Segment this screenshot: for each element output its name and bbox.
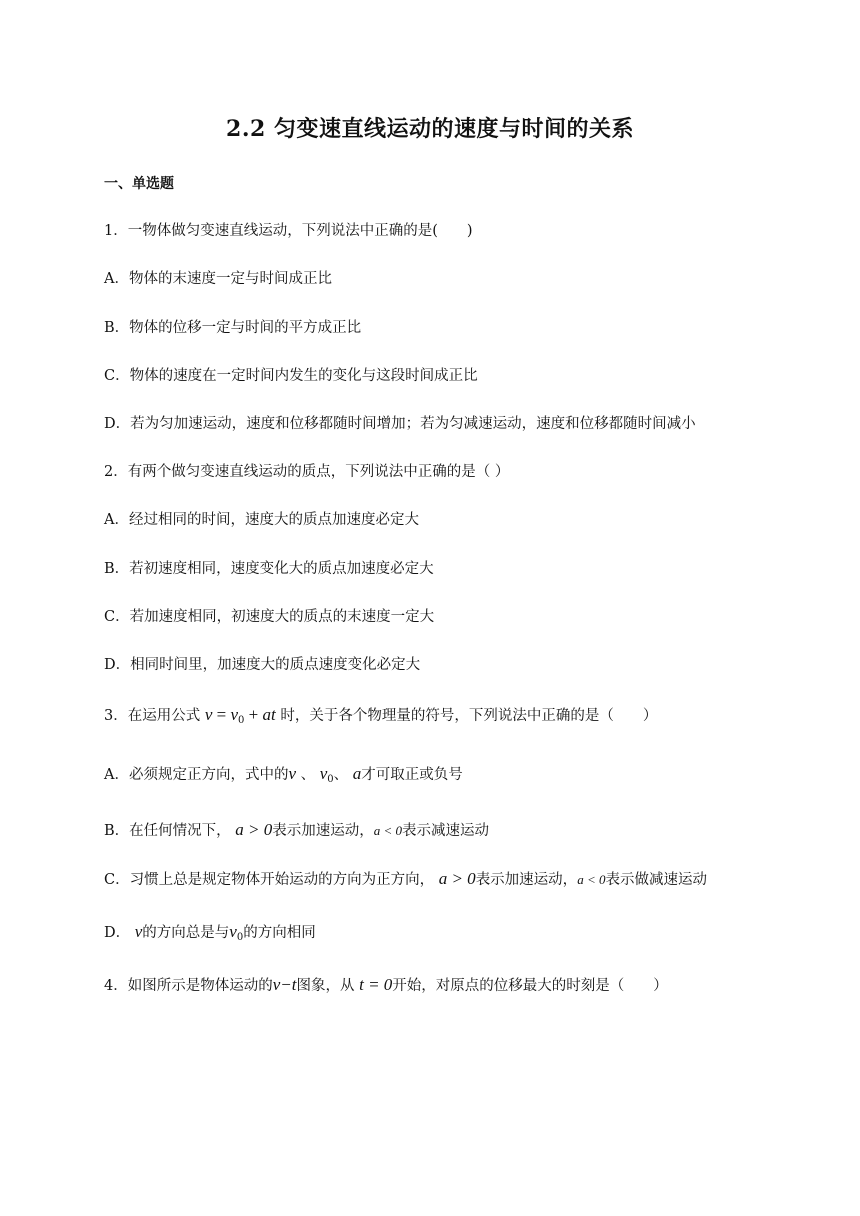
document-title: 2.2 匀变速直线运动的速度与时间的关系 [226, 116, 634, 142]
question-1-stem: 1．一物体做匀变速直线运动，下列说法中正确的是( ) [104, 223, 473, 239]
math-a-gt-0: a > 0 [438, 869, 476, 888]
question-4-stem: 4．如图所示是物体运动的v−t图象，从 t = 0开始，对原点的位移最大的时刻是（ ） [104, 975, 668, 994]
math-t-eq-0: t = 0 [359, 975, 393, 994]
question-3-stem-suffix: 时，关于各个物理量的符号，下列说法中正确的是（ ） [280, 708, 658, 724]
question-2-option-b: B．若初速度相同，速度变化大的质点加速度必定大 [104, 561, 434, 577]
math-v0: v [229, 922, 237, 941]
math-a: a [352, 764, 362, 783]
math-a-gt-0: a > 0 [235, 820, 273, 839]
question-1-option-a: A．物体的末速度一定与时间成正比 [104, 271, 332, 287]
section-heading: 一、单选题 [104, 176, 174, 192]
question-1-option-c: C．物体的速度在一定时间内发生的变化与这段时间成正比 [104, 368, 478, 384]
question-3-option-a: A．必须规定正方向，式中的v 、 $v_0$、 a才可取正或负号 [104, 764, 463, 785]
question-2-option-c: C．若加速度相同，初速度大的质点的末速度一定大 [104, 609, 435, 625]
question-1-option-d: D．若为匀加速运动，速度和位移都随时间增加；若为匀减速运动，速度和位移都随时间减小 [104, 416, 696, 432]
question-3-option-c: C．习惯上总是规定物体开始运动的方向为正方向， a > 0表示加速运动，a < 0表示做减速运动 [104, 869, 707, 888]
question-3-stem [104, 704, 657, 726]
question-2-option-d: D．相同时间里，加速度大的质点速度变化必定大 [104, 657, 421, 673]
math-a-lt-0: a < 0 [577, 872, 606, 887]
math-v: v [288, 764, 297, 783]
question-3-option-d: D． v的方向总是与$v_0$的方向相同 [104, 922, 316, 943]
math-v: v [134, 922, 143, 941]
question-2-option-a: A．经过相同的时间，速度大的质点加速度必定大 [104, 512, 419, 528]
math-v0: v [319, 764, 328, 783]
math-v-t: v−t [272, 975, 297, 994]
math-a-lt-0: a < 0 [373, 823, 403, 838]
formula: $v = v_0$ + at [204, 705, 276, 726]
question-3-stem-prefix: 3．在运用公式 [104, 708, 201, 724]
question-1-option-b: B．物体的位移一定与时间的平方成正比 [104, 320, 362, 336]
question-3-option-b: B．在任何情况下， a > 0表示加速运动，a < 0表示减速运动 [104, 820, 490, 839]
question-2-stem: 2．有两个做匀变速直线运动的质点，下列说法中正确的是（ ） [104, 464, 510, 480]
